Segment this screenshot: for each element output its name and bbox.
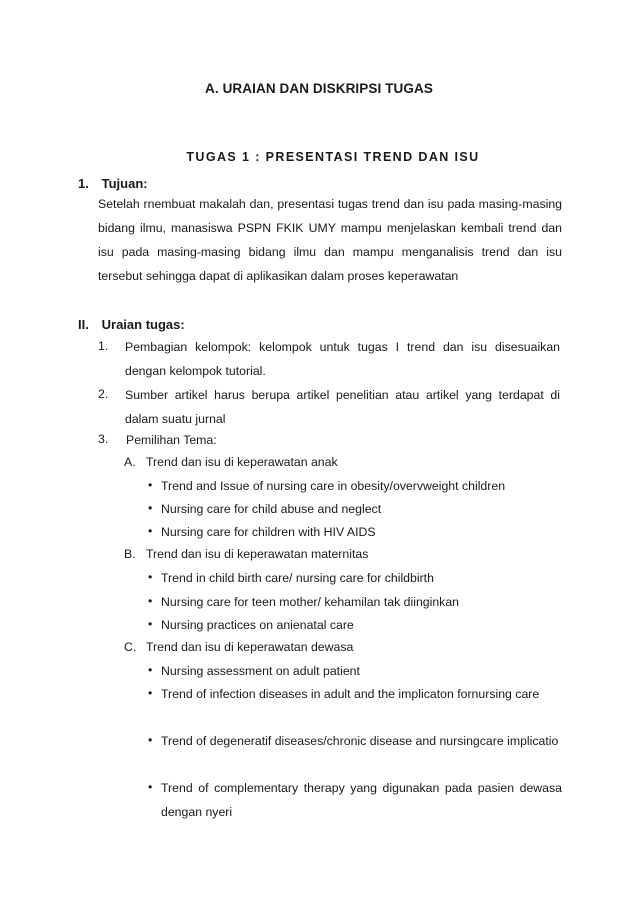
bullet-icon: • xyxy=(148,501,153,515)
theme-letter: A. xyxy=(124,455,136,469)
section-1-title: Tujuan: xyxy=(101,176,148,191)
theme-letter: C. xyxy=(124,640,137,654)
section-2-number: II. xyxy=(78,317,89,332)
bullet-icon: • xyxy=(148,617,153,631)
list-item-text: Pemilihan Tema: xyxy=(126,433,217,447)
list-item-text: Nursing assessment on adult patient xyxy=(161,664,360,678)
section-1-paragraph: Setelah rnembuat makalah dan, presentasi tugas trend dan isu pada masing-masing bidang ilmu, manasiswa PSPN FKIK UMY mampu menjelaskan kembali trend dan isu pada masing-masing bidang ilmu dan mampu menganalisis trend dan isu tersebut sehingga dapat di aplikasikan dalam proses keperawatan xyxy=(98,197,562,283)
bullet-icon: • xyxy=(148,524,153,538)
bullet-icon: • xyxy=(148,570,153,584)
document-title: A. URAIAN DAN DISKRIPSI TUGAS xyxy=(205,81,433,96)
list-item-text: Nursing care for children with HIV AIDS xyxy=(161,525,376,539)
list-item-text: Nursing practices on anienatal care xyxy=(161,618,354,632)
bullet-icon: • xyxy=(148,686,153,700)
bullet-icon: • xyxy=(148,663,153,677)
list-item-text: Nursing care for teen mother/ kehamilan tak diinginkan xyxy=(161,595,460,609)
list-item-text: Trend of complementary therapy yang digunakan pada pasien dewasa dengan nyeri xyxy=(161,781,562,819)
section-1-heading xyxy=(78,176,148,191)
bullet-icon: • xyxy=(148,733,153,747)
theme-title: Trend dan isu di keperawatan anak xyxy=(146,455,338,469)
list-item-text: Sumber artikel harus berupa artikel penelitian atau artikel yang terdapat di dalam suatu jurnal xyxy=(125,388,560,426)
section-2-title: Uraian tugas: xyxy=(101,317,185,332)
list-item-text: Trend in child birth care/ nursing care for childbirth xyxy=(161,571,434,585)
bullet-icon: • xyxy=(148,780,153,794)
list-item-text: Trend of infection diseases in adult and the implicaton fornursing care xyxy=(161,687,540,701)
bullet-icon: • xyxy=(148,478,153,492)
bullet-icon: • xyxy=(148,594,153,608)
section-2-heading xyxy=(78,317,185,332)
list-item-number: 2. xyxy=(98,387,109,401)
document-subtitle: TUGAS 1 : PRESENTASI TREND DAN ISU xyxy=(186,150,480,164)
list-item-text: Trend and Issue of nursing care in obesity/overvweight children xyxy=(161,479,506,493)
theme-title: Trend dan isu di keperawatan maternitas xyxy=(146,547,369,561)
section-1-number: 1. xyxy=(78,176,89,191)
theme-title: Trend dan isu di keperawatan dewasa xyxy=(146,640,354,654)
list-item-text: Nursing care for child abuse and neglect xyxy=(161,502,382,516)
list-item-number: 1. xyxy=(98,339,109,353)
list-item-number: 3. xyxy=(98,432,109,446)
list-item-text: Trend of degeneratif diseases/chronic disease and nursingcare implicatio xyxy=(161,734,559,748)
theme-letter: B. xyxy=(124,547,136,561)
list-item-text: Pembagian kelompok: kelompok untuk tugas I trend dan isu disesuaikan dengan kelompok tutorial. xyxy=(125,340,560,378)
